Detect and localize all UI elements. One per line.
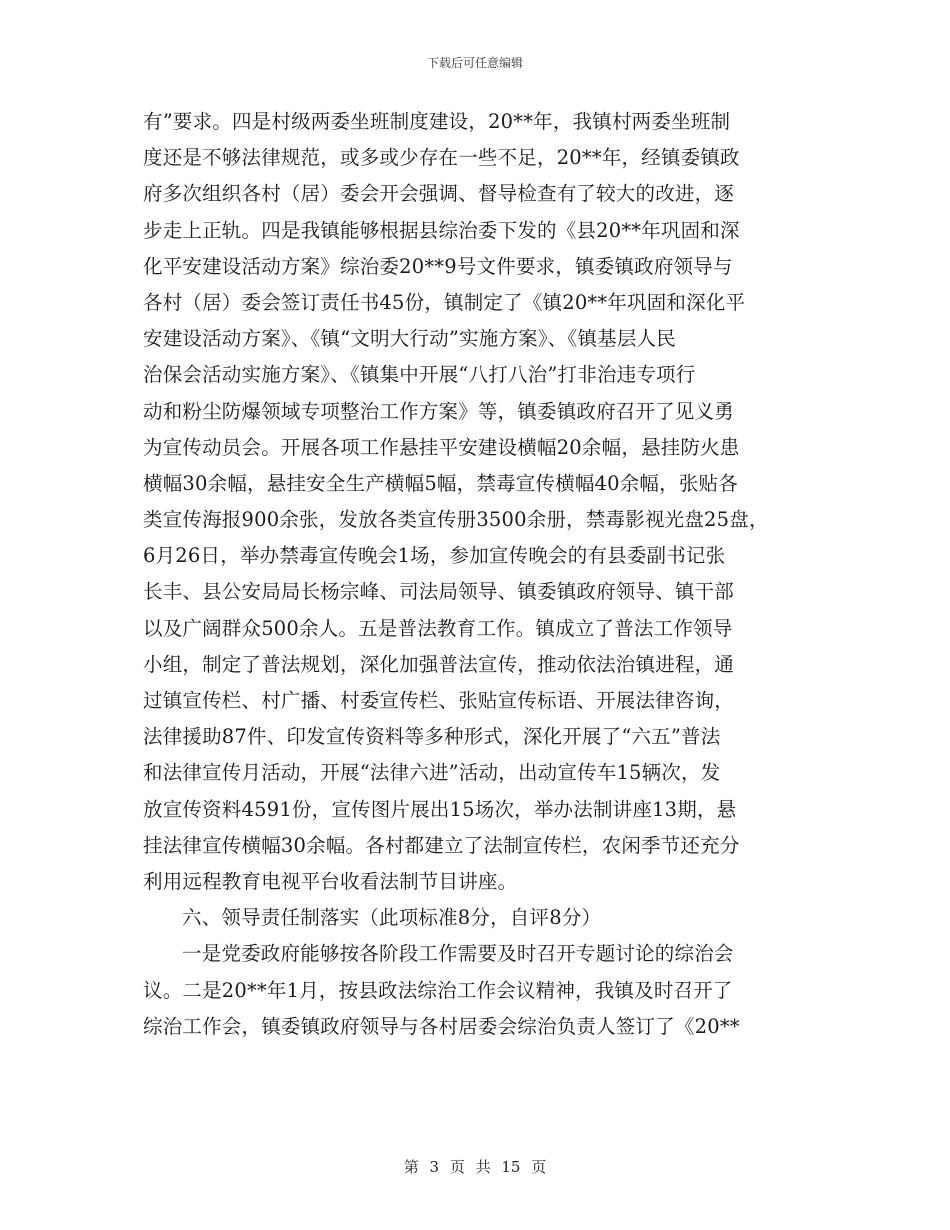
body-line: 综治工作会，镇委镇政府领导与各村居委会综治负责人签订了《20** [143, 1014, 740, 1038]
body-line: 为宣传动员会。开展各项工作悬挂平安建设横幅20余幅，悬挂防火患 [143, 435, 740, 459]
body-line: 府多次组织各村（居）委会开会强调、督导检查有了较大的改进，逐 [143, 182, 735, 206]
page-number: 第 3 页 共 15 页 [403, 1158, 547, 1176]
section-heading: 六、领导责任制落实（此项标准8分，自评8分） [182, 906, 602, 930]
body-line: 过镇宣传栏、村广播、村委宣传栏、张贴宣传标语、开展法律咨询， [143, 689, 735, 712]
body-line: 动和粉尘防爆领域专项整治工作方案》等，镇委镇政府召开了见义勇 [143, 399, 735, 423]
body-line: 化平安建设活动方案》综治委20**9号文件要求，镇委镇政府领导与 [143, 254, 733, 278]
body-line: 6月26日，举办禁毒宣传晚会1场，参加宣传晚会的有县委副书记张 [143, 544, 726, 568]
body-line: 度还是不够法律规范，或多或少存在一些不足，20**年，经镇委镇政 [143, 146, 740, 170]
body-line: 各村（居）委会签订责任书45份，镇制定了《镇20**年巩固和深化平 [143, 290, 746, 314]
body-line: 放宣传资料4591份，宣传图片展出15场次，举办法制讲座13期，悬 [143, 797, 737, 821]
body-line: 治保会活动实施方案》、《镇集中开展“八打八治”打非治违专项行 [143, 363, 696, 387]
document-body [143, 104, 823, 1045]
body-line: 利用远程教育电视平台收看法制节目讲座。 [143, 869, 518, 893]
body-line: 法律援助87件、印发宣传资料等多种形式，深化开展了“六五”普法 [143, 725, 721, 749]
body-line: 有”要求。四是村级两委坐班制度建设，20**年，我镇村两委坐班制 [143, 110, 731, 133]
body-line: 横幅30余幅，悬挂安全生产横幅5幅，禁毒宣传横幅40余幅，张贴各 [143, 471, 738, 495]
page-header-note: 下载后可任意编辑 [426, 56, 523, 70]
body-line: 议。二是20**年1月，按县政法综治工作会议精神，我镇及时召开了 [143, 978, 733, 1002]
body-line: 挂法律宣传横幅30余幅。各村都建立了法制宣传栏，农闲季节还充分 [143, 833, 740, 857]
body-line: 步走上正轨。四是我镇能够根据县综治委下发的《县20**年巩固和深 [143, 218, 740, 242]
body-line: 小组，制定了普法规划，深化加强普法宣传，推动依法治镇进程，通 [143, 652, 735, 676]
body-line: 长丰、县公安局局长杨宗峰、司法局领导、镇委镇政府领导、镇干部 [143, 580, 735, 604]
body-line: 类宣传海报900余张，发放各类宣传册3500余册，禁毒影视光盘25盘， [143, 508, 769, 532]
body-line: 和法律宣传月活动，开展“法律六进”活动，出动宣传车15辆次，发 [143, 761, 721, 785]
body-line: 以及广阔群众500余人。五是普法教育工作。镇成立了普法工作领导 [143, 616, 733, 640]
body-line: 安建设活动方案》、《镇“文明大行动”实施方案》、《镇基层人民 [143, 327, 676, 351]
body-line: 一是党委政府能够按各阶段工作需要及时召开专题讨论的综治会 [182, 942, 734, 966]
